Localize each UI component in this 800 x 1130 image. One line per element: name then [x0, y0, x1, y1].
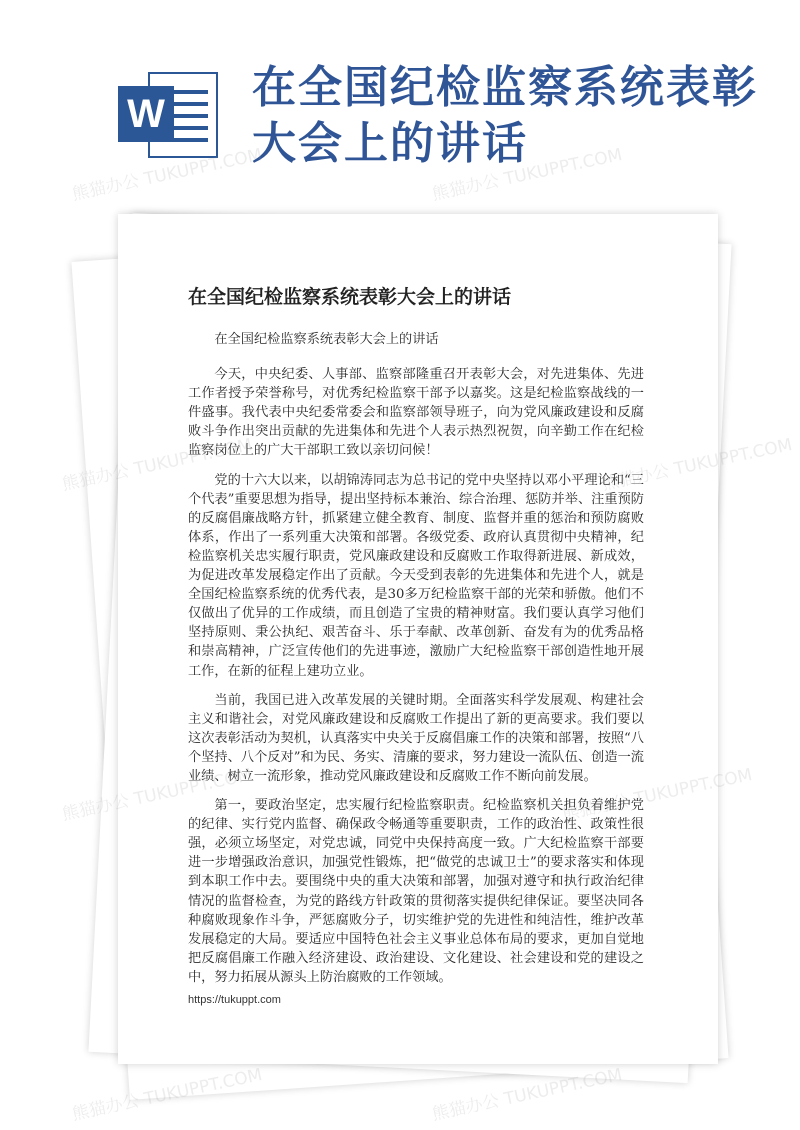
- document-subtitle: 在全国纪检监察系统表彰大会上的讲话: [214, 332, 439, 347]
- watermark: 熊猫办公 TUKUPPT.COM: [430, 1065, 625, 1125]
- watermark: 熊猫办公: [60, 791, 132, 825]
- footer-url: https://tukuppt.com: [188, 994, 281, 1006]
- page-title: 在全国纪检监察系统表彰大会上的讲话: [252, 62, 758, 169]
- watermark: 熊猫办公 TUKUPPT.COM: [430, 145, 625, 205]
- watermark: TUKUPPT.COM: [672, 435, 795, 480]
- document-page: [118, 214, 718, 1064]
- paragraph: 党的十六大以来，以胡锦涛同志为总书记的党中央坚持以邓小平理论和“三个代表”重要思想为指导，提出坚持标本兼治、综合治理、惩防并举、注重预防的反腐倡廉战略方针，抓紧建立健全教育、制度、监督并重的惩治和预防腐败体系，作出了一系列重大决策和部署。各级党委、政府认真贯彻中央精神，纪检监察机关忠实履行职责，党风廉政建设和反腐败工作取得新进展、新成效，为促进改革发展稳定作出了贡献。今天受到表彰的先进集体和先进个人，就是全国纪检监察系统的优秀代表，是30多万纪检监察干部的光荣和骄傲。他们不仅做出了优异的工作成绩，而且创造了宝贵的精神财富。我们要认真学习他们坚持原则、秉公执纪、艰苦奋斗、乐于奉献、改革创新、奋发有为的优秀品格和崇高精神，广泛宣传他们的先进事迹，激励广大纪检监察干部创造性地开展工作，在新的征程上建功立业。: [188, 472, 644, 679]
- header: [0, 0, 800, 210]
- paragraph: 第一，要政治坚定，忠实履行纪检监察职责。纪检监察机关担负着维护党的纪律、实行党内监督、确保政令畅通等重要职责，工作的政治性、政策性很强，必须立场坚定，对党忠诚，同党中央保持高度一致。广大纪检监察干部要进一步增强政治意识，加强党性锻炼，把“做党的忠诚卫士”的要求落实和体现到本职工作中去。要围绕中央的重大决策和部署，加强对遵守和执行政治纪律情况的监督检查，为党的路线方针政策的贯彻落实提供纪律保证。要坚决同各种腐败现象作斗争，严惩腐败分子，切实维护党的先进性和纯洁性，维护改革发展稳定的大局。要适应中国特色社会主义事业总体布局的要求，更加自觉地把反腐倡廉工作融入经济建设、政治建设、文化建设、社会建设和党的建设之中，努力拓展从源头上防治腐败的工作领域。: [188, 798, 644, 985]
- word-doc-icon: [118, 66, 218, 162]
- word-badge: W: [118, 86, 174, 142]
- document-title: 在全国纪检监察系统表彰大会上的讲话: [188, 286, 512, 308]
- document-body: [188, 330, 644, 997]
- paragraph: 当前，我国已进入改革发展的关键时期。全面落实科学发展观、构建社会主义和谐社会，对党风廉政建设和反腐败工作提出了新的更高要求。我们要以这次表彰活动为契机，认真落实中央关于反腐倡廉工作的决策和部署，按照“八个坚持、八个反对”和为民、务实、清廉的要求，努力建设一流队伍、创造一流业绩、树立一流形象，推动党风廉政建设和反腐败工作不断向前发展。: [188, 692, 644, 784]
- watermark: 熊猫办公 TUKUPPT.COM: [70, 145, 265, 205]
- paragraph: 今天，中央纪委、人事部、监察部隆重召开表彰大会，对先进集体、先进工作者授予荣誉称号，对优秀纪检监察干部予以嘉奖。这是纪检监察战线的一件盛事。我代表中央纪委常委会和监察部领导班子，向为党风廉政建设和反腐败斗争作出突出贡献的先进集体和先进个人表示热烈祝贺，向辛勤工作在纪检监察岗位上的广大干部职工致以亲切问候！: [188, 367, 644, 459]
